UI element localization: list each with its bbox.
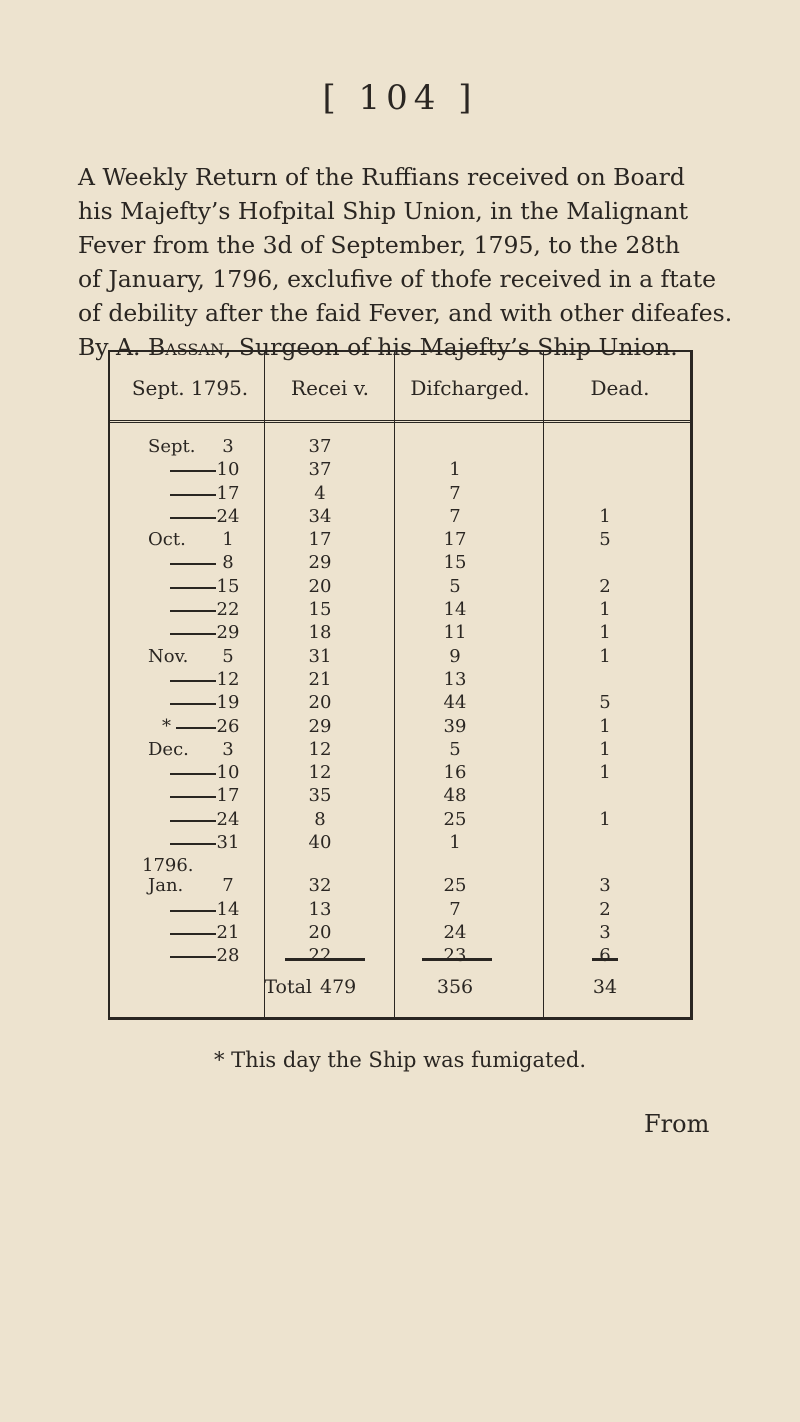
row-dead: 1: [599, 738, 611, 760]
total-rule: [592, 958, 618, 961]
row-day: 7: [222, 875, 234, 897]
row-discharged: 1: [449, 832, 461, 854]
row-day: 21: [216, 921, 240, 943]
table-row: [110, 875, 690, 898]
row-month: Sept.: [148, 436, 196, 457]
row-dead: 1: [599, 645, 611, 667]
row-day: 3: [222, 738, 234, 760]
heading-line: A Weekly Return of the Ruffians received on Board: [78, 163, 685, 191]
table-row: [110, 646, 690, 669]
row-discharged: 25: [443, 808, 467, 830]
heading-text: By A.: [78, 333, 148, 361]
row-day: 31: [216, 832, 240, 854]
row-received: 17: [308, 529, 332, 551]
row-received: 13: [308, 898, 332, 920]
table-row: [110, 483, 690, 506]
header-discharged: Difcharged.: [410, 376, 530, 400]
row-day: 26: [216, 715, 240, 737]
row-received: 18: [308, 622, 332, 644]
row-month: Dec.: [148, 738, 189, 760]
row-dead: 1: [599, 599, 611, 621]
heading-line: his Majefty’s Hofpital Ship Union, in the Malignant: [78, 197, 689, 225]
author-name: Bassan: [147, 333, 224, 361]
total-rule: [285, 958, 365, 961]
footnote: * This day the Ship was fumigated.: [213, 1048, 586, 1072]
catchword: From: [644, 1110, 710, 1138]
row-day: 12: [216, 668, 240, 690]
row-received: 21: [308, 668, 332, 690]
row-day: 19: [216, 692, 240, 714]
total-discharged: 356: [436, 976, 474, 998]
row-received: 35: [308, 785, 332, 807]
table-row: [110, 899, 690, 922]
row-discharged: 14: [443, 599, 467, 621]
page-number: [ 104 ]: [322, 78, 478, 118]
row-day: 29: [216, 622, 240, 644]
row-dead: 3: [599, 875, 611, 897]
total-row: [110, 970, 690, 1010]
row-discharged: 15: [443, 552, 467, 574]
table-row: [110, 599, 690, 622]
row-discharged: 7: [449, 482, 461, 504]
row-day: 10: [216, 459, 240, 481]
row-dead: 1: [599, 505, 611, 527]
row-day: 28: [216, 945, 240, 967]
row-received: 37: [308, 459, 332, 481]
table-row: [110, 506, 690, 529]
table-row: [110, 459, 690, 482]
row-received: 8: [314, 808, 326, 830]
row-discharged: 17: [443, 529, 467, 551]
heading-line: of January, 1796, exclufive of thofe received in a ftate: [78, 265, 717, 293]
row-received: 40: [308, 832, 332, 854]
table-row: [110, 669, 690, 692]
row-received: 15: [308, 599, 332, 621]
row-dead: 6: [599, 945, 611, 967]
header-dead: Dead.: [590, 376, 650, 400]
row-month: Nov.: [148, 645, 189, 667]
row-received: 20: [308, 921, 332, 943]
row-received: 22: [308, 945, 332, 967]
row-discharged: 44: [443, 692, 467, 714]
table-row: [110, 809, 690, 832]
total-received: 479: [320, 976, 357, 998]
row-discharged: 5: [449, 575, 461, 597]
row-discharged: 7: [449, 505, 461, 527]
table-row: [110, 945, 690, 968]
row-received: 4: [314, 482, 326, 504]
row-discharged: 13: [443, 668, 467, 690]
row-day: 3: [222, 436, 234, 457]
row-day: 24: [216, 505, 240, 527]
row-discharged: 48: [443, 785, 467, 807]
table-row: [110, 832, 690, 855]
row-received: 29: [308, 715, 332, 737]
row-dead: 1: [599, 715, 611, 737]
row-dead: 2: [599, 898, 611, 920]
table-row: [110, 785, 690, 808]
row-received: 20: [308, 692, 332, 714]
row-day: 22: [216, 599, 240, 621]
row-received: 31: [308, 645, 332, 667]
year-row: [110, 855, 690, 875]
table-row: [110, 739, 690, 762]
table-row: [110, 529, 690, 552]
header-date: Sept. 1795.: [131, 376, 249, 400]
row-received: 29: [308, 552, 332, 574]
row-dead: 5: [599, 529, 611, 551]
row-received: 12: [308, 762, 332, 784]
row-discharged: 11: [443, 622, 467, 644]
table-body: [110, 436, 690, 969]
total-rule: [422, 958, 492, 961]
row-day: 10: [216, 762, 240, 784]
row-received: 12: [308, 738, 332, 760]
row-received: 32: [308, 875, 332, 897]
heading-line: of debility after the faid Fever, and with other difeafes.: [78, 299, 733, 327]
table-row: [110, 622, 690, 645]
row-dead: 5: [599, 692, 611, 714]
row-received: 37: [308, 436, 332, 457]
table-row: [110, 436, 690, 459]
return-table: [108, 350, 693, 1020]
row-received: 34: [308, 505, 332, 527]
row-dead: 3: [599, 921, 611, 943]
row-day: 15: [216, 575, 240, 597]
row-discharged: 23: [443, 945, 467, 967]
header-received: Recei v.: [291, 376, 369, 400]
table-row: [110, 716, 690, 739]
row-day: 5: [222, 645, 234, 667]
heading-line: Fever from the 3d of September, 1795, to the 28th: [78, 231, 680, 259]
table-header: [110, 352, 690, 423]
row-discharged: 9: [449, 645, 461, 667]
table-row: [110, 762, 690, 785]
row-discharged: 24: [443, 921, 467, 943]
table-row: [110, 552, 690, 575]
row-dead: 1: [599, 808, 611, 830]
row-day: 24: [216, 808, 240, 830]
row-month: Oct.: [148, 529, 186, 551]
row-dead: 2: [599, 575, 611, 597]
row-received: 20: [308, 575, 332, 597]
row-dead: 1: [599, 762, 611, 784]
row-discharged: 5: [449, 738, 461, 760]
row-discharged: 16: [443, 762, 467, 784]
star-marker: *: [162, 715, 171, 737]
row-discharged: 1: [449, 459, 461, 481]
table-row: [110, 576, 690, 599]
row-day: 17: [216, 785, 240, 807]
heading: [78, 160, 778, 364]
row-discharged: 7: [449, 898, 461, 920]
row-discharged: 25: [443, 875, 467, 897]
total-dead: 34: [592, 976, 618, 998]
heading-text: , Surgeon of his Majefty’s Ship Union.: [223, 333, 678, 361]
row-day: 8: [222, 552, 234, 574]
row-discharged: 39: [443, 715, 467, 737]
row-day: 17: [216, 482, 240, 504]
table-row: [110, 922, 690, 945]
row-month: Jan.: [148, 875, 184, 897]
row-dead: 1: [599, 622, 611, 644]
year-label: 1796.: [142, 855, 194, 877]
table-row: [110, 692, 690, 715]
row-day: 1: [222, 529, 234, 551]
total-label: Total: [264, 976, 312, 998]
row-day: 14: [216, 898, 240, 920]
